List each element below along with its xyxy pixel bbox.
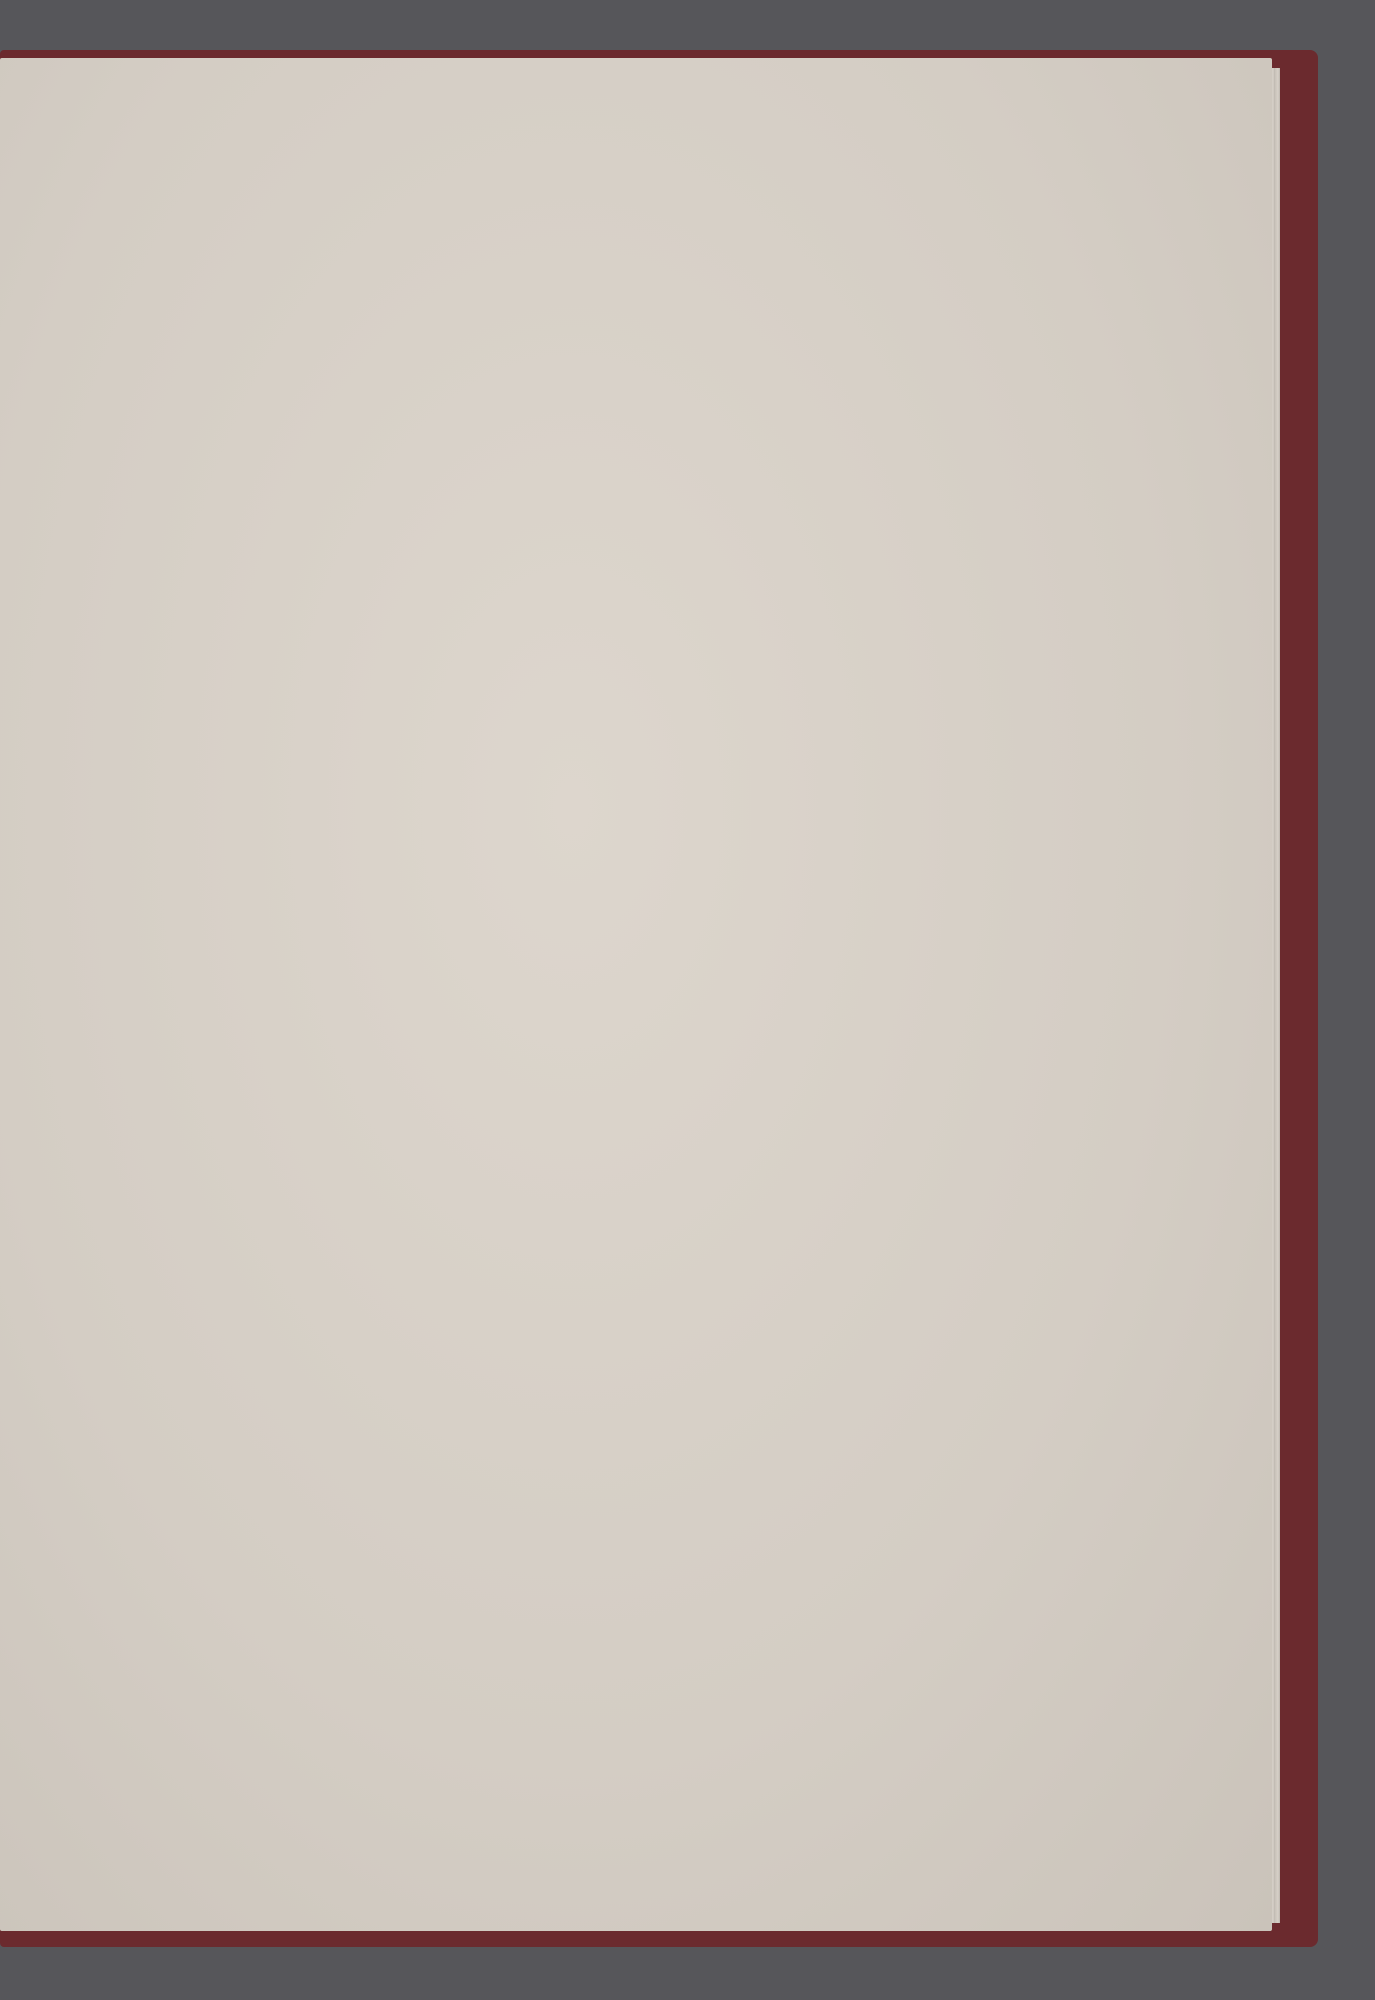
book-page	[0, 58, 1272, 1931]
page-content	[0, 58, 1272, 1931]
